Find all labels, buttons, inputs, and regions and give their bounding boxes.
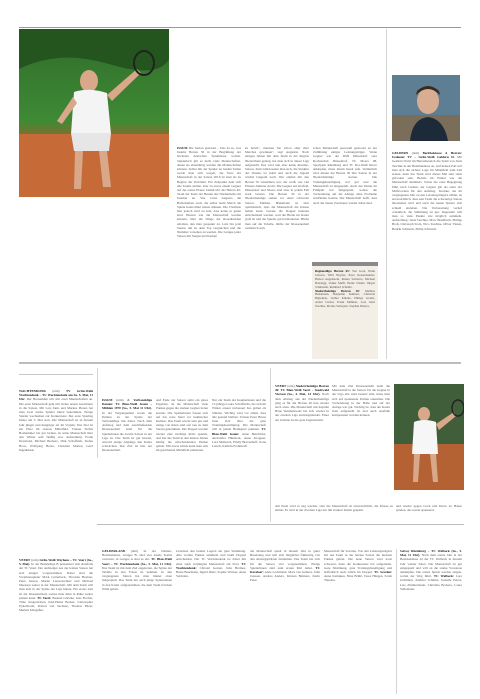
teams-box (312, 262, 378, 359)
middle-rule (19, 362, 461, 364)
bottom-body-3: die Mannschaft spielt in diesem Jahr in guter Besetzung und will sich möglichst frühzeitig von den Abstiegsplätzen fernhalten. Das Team hat sich für die Saison viel vorgenommen. Einige Spielerinnen sind zum ersten Mal dabei. TC Kevelaer: Anne Lackmann, Mara van Gelders, Julia Janssen, Andrea Anders, Kirsten Beimers, Karin Peter. (250, 549, 320, 583)
teaser-photo (392, 75, 460, 141)
lead-photo (19, 29, 169, 197)
portrait-image (392, 75, 460, 141)
bottom-divider (396, 549, 397, 694)
veert-body-3: Am Ende wird es eng werden, aber die Mannschaft ist zuversichtlich, die Klasse zu halten. Es wird in der Zweiten Liga nur mit starken Teams gespielt. (275, 504, 393, 513)
veert-photo (394, 384, 464, 490)
mid-divider-right (270, 368, 271, 522)
tennis-player-image (19, 29, 169, 197)
bottom-rule (97, 524, 464, 525)
veert-body-4: und wieder gegen Goch und Kleve zu Hause spielen, das werde spannend. (396, 504, 462, 513)
lead-body-col-2: zu holen", mussten Sie schon alles über Matches gewinnen", sagt Augustin. Nach einigen Jahren mit dem Team in der Region Niederrhein gelang, hat man sich in dieser Liga aufgestellt. Das wird nun aber keine Routine-Saison. Zum Glück kennt man sich, die Struktur des Vereins ist stabil und auch die Jugend wächst langsam nach. Wer einmal mit den Herren 50 zusammen war, der weiß, wie viel Einsatz dahinter steckt. Die Gegner aus Krefeld, Düsseldorf und Moers sind aber in jedem Fall stark besetzt. Die Herren 30 in der Niederrheinliga stehen vor einer schweren Saison. Mathias Hunsmann ist aber optimistisch, dass die Mannschaft die Klasse halten kann. Gerade die Doppel könnten entscheidend werden, weil die Breite im Kader groß ist und die Spieler gut harmonieren. Blickt man auf die Tabelle, dürfte der Klassenerhalt realistisch sein. (245, 146, 309, 230)
teaser-divider (386, 29, 387, 359)
tennis-player-image (394, 384, 464, 490)
mid-divider-left (97, 368, 98, 458)
bottom-body-2: zwischen den beiden Lagern der gute Stimmung. Alle wollen Punkte sammeln und beim Doppel entscheiden. Der TC Wachtendonk ist dabei mit einer stark verjüngten Mannschaft am Start. TC Wachtendonk: Christel Gesten, Jutta Hermes, Beate Beermann, Ingrid Dietz, Sophie Wacker, Anna Verhalen. (176, 549, 246, 579)
bezirksklasse-b-body: VEERT (ntm) Grün-Weiß Weyhaus – TC Veert (So., 5. Mai). In der Bezirksliga B präsentiert sich ebenfalls der TC Veert. Der Aufsteiger aus der letzten Saison hat sich einiges vorgenommen. Dabei sind die Vorjahresspieler Mark Lutterbeck, Thorsten Heynen, Peter Jansen, Martin Lauwesschutz und Michael Meessen weiter in der Mannschaft. Mit dem Team will man sich in der Spitze der Liga halten. Ein erstes Ziel ist der Klassenerhalt, sodass man dann in Ruhe weiter planen kann. TC Veert: Bastian Görtzke, Jens Fischer, Timo Jungerstaben, Karl-Heinz Becker, Christopher Eykelboom, Robert van Sachsen, Thomas Pilzer, Markus Maagaßer. (19, 558, 93, 613)
lead-body-col-1: ISSUM Die Saison gestartet – Das ist es, was Issums Herren 50 in der Begrüßung der höchsten deutschen Spielklasse wollen. Spielerisch gilt es nicht viele Mannschaften, denen sie ebenbürtig werden die Mannschaften können. Selbst mit der Spieler zu beiden Teilen werde man sich sorgen, die Stars der Mannschaft in der Saison 2013/14 sind als zu Beginn die Vorbilder. Ein Zeitpunkt dem sich alle Teams stellen, aber zu etwas einem Gegner auf der ersten Ebene. Damit tritt das Herren 40-Team der Kreis der Besten des Niederrheins im Issumer an. Von vorne Augusto die Ballscheiben auch, die selbst beim Match die Spiele kontrolliert haben müssen. Die Tradition hier jedoch wird zu sein, dass keine so guten sind. Herzen wie die Mannschaft werden können, über die Dinge der Rosenbenden erhalten, den man gespannt ist. Lutz bin jetzt Sterne, um zu dem Top vergleichen und die Nummer vorsehen zu werden. Die Gruppe jeder Saison mit Siegen und Kampf. (177, 146, 241, 239)
bottom-body-1: GELDERLAND (ntm) In der Damen-Bezirksklasse, Gruppe B, sind vier lokale Teams vertreten, in Gruppe A sind es ein. TC Blau-Weiß Veert – TC Wachtendonk (So., 5. Mai, 11 Uhr). Das Team ist mit dem Ziel angetreten, die Spitze der Tabelle in den Fokus zu nehmen. In den vergangenen Jahren hat man immer oben mitgespielt. Das Team hat auch junge Spielerinnen in den Kader aufgenommen, die dem Team frischen Wind geben. (102, 549, 172, 591)
damen-body-3: Nur ein Team der Issumerinnen und die 15-jährige Laura Schoffeldts, die sich im Winter erneut verbessert hat, gelten als Stützen. Wichtig wird vor allem, dass alle gesund bleiben. Trainer Peter Bruns freut sich über die gute Trainingsbeteiligung. Die Mannschaft will in jedem Heimspiel punkten. TC Blau-Weiß Issum: Anne Hendricks, Alexandra Hünslerk, Anna Kroppen, Lara Mellesch, Emily Brevenhoff, Ilona Leisch, Kathrin Frohnhoff. (212, 398, 266, 449)
bezirksklasse-a-body: WACHTENDONK (ntm) TV Grün-Weiß Wachtendonk – TC Wachtendonk am So. 5. Mai, 11 Uhr. Der Herrenklub tritt mit zwei Mannschaften an. Die erste Mannschaft geht mit vielen neuen Gesichtern in die Saison. Mit Lars Janis und Markus Pieters hat man zwei starke Spieler hinzu bekommen. Einige Spieler wechselten zur Konkurrenz. Der erste Spieltag findet am 5. Mai statt. Die Mannschaft ist in diesem Jahr jünger und hungriger als im Vorjahr. Das Ziel ist ein Platz im oberen Mittelfeld. Trainer Stefan Boshammer hat gut lachen, da seine Mannschaft über den Winter sehr fleißig war. Aufstellung: Frank Doreband, Michael Beckers, Dirk Schaffrath, Stefan Hoos, Wolfgang Berns, Christian Matten, Gerd Ingenbleek. (19, 389, 93, 452)
veert-body-2: Mit dem Ziel Klassenerhalt zieht die Mannschaft in die Saison. Da die Gegner in der Liga alle stark besetzt sind, muss man sich auf spannende Partien einstellen. Die Vorbereitung in der Halle und auf der Anlage war gut. Wichtig ist, dass der Kader breit aufgestellt ist und auch Ausfälle kompensiert werden können. (332, 384, 390, 418)
bottom-body-5: Solvay Rheinberg – TC Walbeck (So., 5. Mai, 11 Uhr). Nach dem ersten Jahr in der Bezirksklasse ist der TC Walbeck in diesem Jahr wieder dabei. Die Mannschaft ist gut eingespielt und will an die starke Vorsaison anknüpfen. Die ersten Spiele werden zeigen, wohin der Weg führt. TC Walbeck: Lara Grimmen, Jennifer Schmitz, Isabelle Peters, Lisa Zimmermann, Christina Beckers, Laura Vellemann. (400, 549, 462, 591)
masthead-rule (19, 27, 461, 28)
lead-body-col-3: schon Mannschaft personell gestreckt zu der Zuführung einiger Leistungsträger. Wenn Gegner wie der DSD Düsseldorf oder Rochusclub Düsseldorf, TC Moers 08, Sportpark Rheinberg und TC Rot-Weiß Kleve anklopfen, muss Issum bereit sein. Vermutlich wird diesen die Herren 30 ihre Saison in der Niederrheinliga starten. Die Trainingsbeteiligung war gut und die Mannschaft ist eingespielt. Auch das Wetter im Frühjahr hat mitgespielt, sodass die Vorbereitung auf der Anlage ohne Probleme stattfinden konnte. Die Mannschaft hofft, dass auch die treuen Zuschauer wieder dabei sind. (313, 146, 377, 205)
teams-box-list: Regionalliga Herren 65: Van Gool, Hank Janssen, Willi Heyder, Peter Rosendaumer, Hubert Augenstein, Rainer Schnarre, Michael Bondegg, Volker Maffi, Heinz Schulz, Jürgen Schümann, Reinhard Schalitz. Niederrheinliga Herren 30: Mathias Hunsmann, Benjamin Kuhnert, Christian Bigleman, Luther Klitzke, Philipp Grams, André Lütten, Frank Mehmet, Lars Janis Teschke, Marius Saltzgem, Stephan Dieters. (315, 269, 375, 309)
damen-body-1: ISSUM (ntm) 2. Verbandsliga Damen: TC Blau-Weiß Issum – Mühlen 1970 (So., 5. Mai 11 Uhr). In der Vergangenheit waren die Damen an der Spitze der Verbandsliga mit dabei. Nach dem Aufstieg und dem anschließenden Klassenerhalt steht für die Spielerinnen die zweite Saison in der Liga an. Das Team ist gut besetzt, obwohl einige Abgänge den Kader schwächen. Das Ziel ist klar der Klassenerhalt. (102, 398, 152, 453)
teaser-body: GELDERN (ntm) Bezirksklasse A Herren: Uedemer TV – Grün-Weiß Geldern II. Mit Geldern II tritt im Herrenbereich das Team von Janis Teschke in der Bezirksklasse an. Auf keinen Fall soll man sich die sichere Lage im Mittelfeld zum Ziel setzen, denn das Team wird dieses Mal sehr stark gefordert sein. Bereits im Winter war die Mannschaft dezimiert. Schon die erste Begegnung führt nach Uedem, der Gegner gilt als einer der Mitfavoriten für den Aufstieg. Teschke, der im vergangenen Jahr zu den Leistungsträgern zählte, ist zuversichtlich, dass sein Team die schwierige Saison überstehen wird und auch die neuen Spieler sich schnell einleben. Die Vorbereitung verlief ordentlich, die Stimmung ist gut. Insgesamt will man so viele Punkte wie möglich sammeln. Aufstellung: Janis Teschke, Marc Bendfurth, Philipp Broß, Christoph Stolz, Nico Teschke, Oliver Vieten, Henrik Schlusch, Philip Schlusch. (392, 151, 462, 231)
damen-body-2: Auf Ende der Saison steht ein gutes Ergebnis, da die Mannschaft viele Punkte gegen die starken Gegner holen konnte. Die Spielerinnen freuen sich auf das erste Spiel vor heimischer Kulisse. Das Team wurde sehr gut und einige von ihnen sind erst neu zu dem Verein gekommen. Die Doppel werden wieder eine wichtige Rolle spielen, dort hat das Team in den letzten Jahren häufig die entscheidenden Punkte geholt. Mit etwas Glück kann man sich im gesicherten Mittelfeld platzieren. (156, 398, 208, 453)
veert-body-1: VEERT (ntm) Niederrheinliga Herren 40: TC Blau-Weiß Veert – Stadtwald Viersen (So., 4. Mai, 14 Uhr). Nach dem Abstieg aus der Niederrheinliga ging es für die Herren 40 nun wieder nach oben. Die Mannschaft um Kapitän Hans Westhalewski hat sich wieder in der zweiten Liga zurückgemeldet. Einer der Gründe ist die gute Jugendarbeit. (275, 384, 329, 422)
bottom-body-4: Mannschaft für Sevelen. Von den Leistungsträgern hat das Team in der letzten Saison die meisten Punkte geholt. Die neue Saison wird noch schwerer, denn die Konkurrenz hat aufgerüstet. Gute Stimmung, gute Trainingsbeteiligung und hoffentlich auch Glück im Doppel. TC Sevelen: Anne Kempkes, Nina Brühl, Tessa Hüsgen, Sarah Theelen. (324, 549, 392, 583)
kicker-rule (19, 374, 93, 375)
